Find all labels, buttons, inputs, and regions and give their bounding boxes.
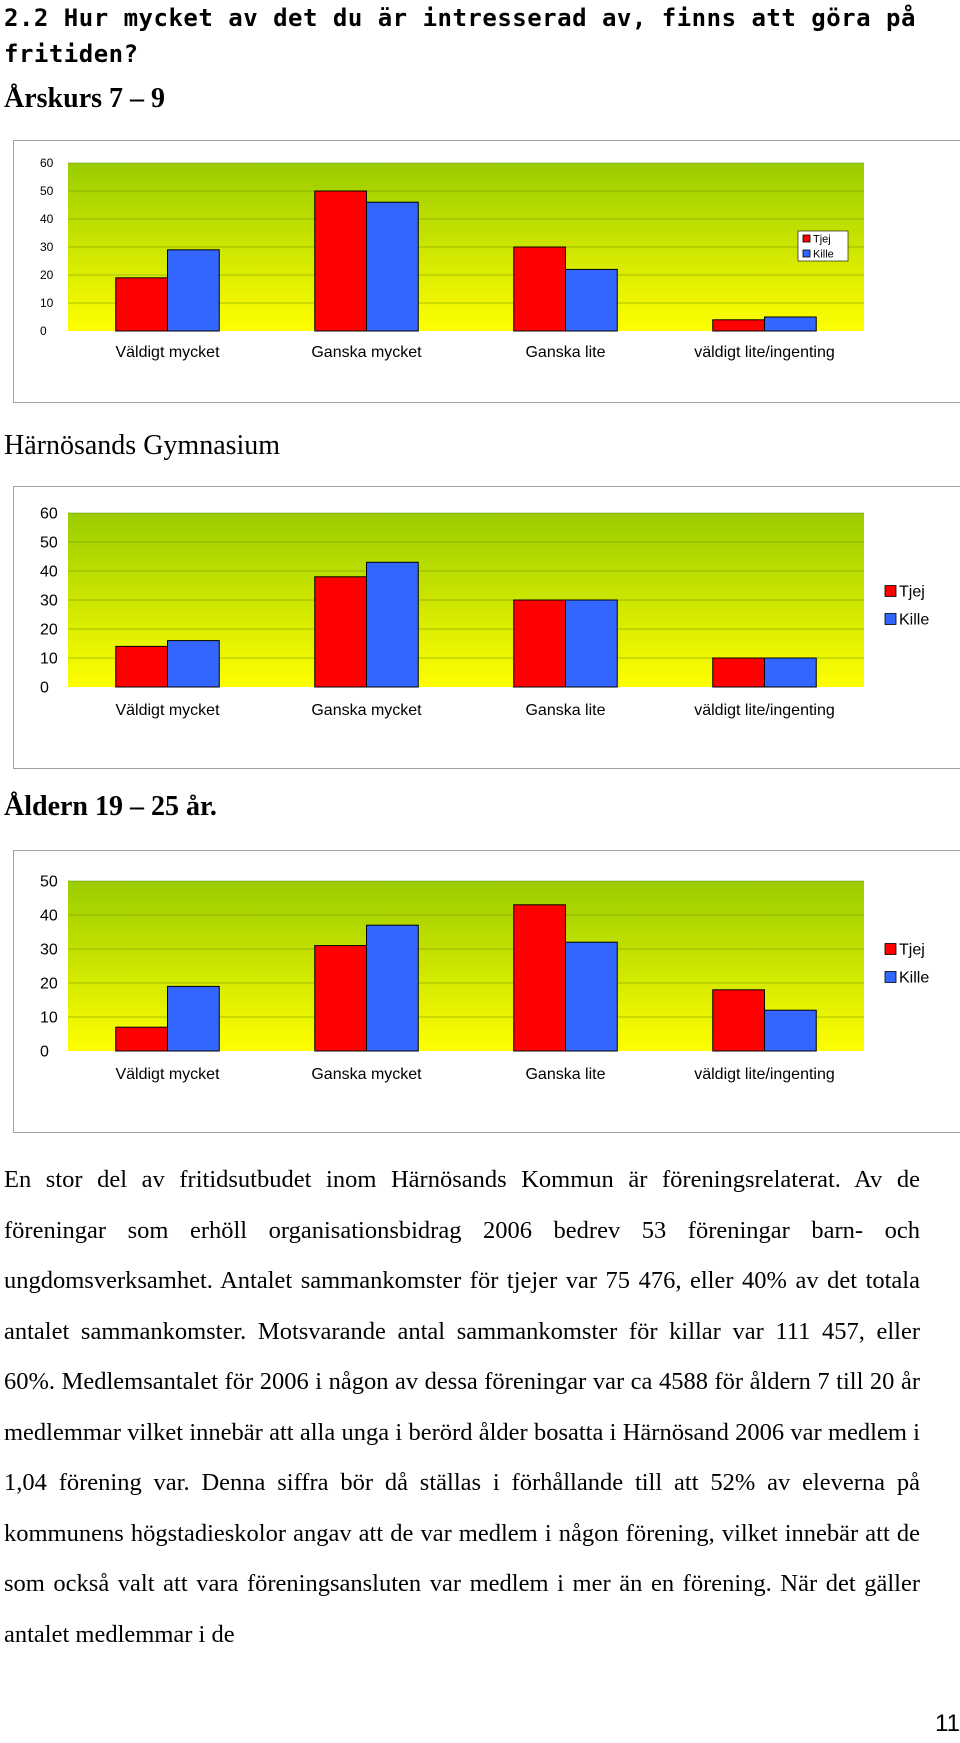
legend-label-kille: Kille xyxy=(899,969,930,987)
category-label: Ganska mycket xyxy=(311,1066,422,1083)
bar-tjej xyxy=(315,946,367,1051)
chart-alder-svg xyxy=(14,851,960,1132)
bar-tjej xyxy=(713,990,765,1051)
category-label: Ganska mycket xyxy=(311,344,422,361)
y-tick-label: 50 xyxy=(40,184,54,199)
bar-kille xyxy=(765,658,817,687)
y-tick-label: 50 xyxy=(40,534,58,552)
category-label: väldigt lite/ingenting xyxy=(694,702,835,719)
category-label: Ganska lite xyxy=(525,702,606,719)
chart-title-arskurs: Årskurs 7 – 9 xyxy=(4,83,166,114)
y-tick-label: 20 xyxy=(40,621,58,639)
bar-kille xyxy=(566,269,618,331)
y-tick-label: 10 xyxy=(40,296,54,311)
y-tick-label: 30 xyxy=(40,592,58,610)
bar-kille xyxy=(168,250,220,331)
bar-kille xyxy=(367,925,419,1051)
legend-swatch-tjej xyxy=(803,235,810,242)
category-label: Väldigt mycket xyxy=(115,344,220,361)
legend xyxy=(880,935,936,991)
category-label: väldigt lite/ingenting xyxy=(694,344,835,361)
legend-swatch-tjej xyxy=(885,944,896,955)
bar-kille xyxy=(566,600,618,687)
bar-tjej xyxy=(116,1027,168,1051)
chart-arskurs-svg xyxy=(14,141,960,402)
bar-tjej xyxy=(315,191,367,331)
legend-swatch-tjej xyxy=(885,586,896,597)
chart-title-gymnasium: Härnösands Gymnasium xyxy=(4,430,281,461)
bar-kille xyxy=(765,1010,817,1051)
y-tick-label: 10 xyxy=(40,650,58,668)
section-heading: 2.2 Hur mycket av det du är intresserad av, finns att göra på fritiden? xyxy=(4,4,916,68)
bar-kille xyxy=(765,317,817,331)
chart-arskurs xyxy=(13,140,960,403)
y-tick-label: 60 xyxy=(40,156,54,171)
y-tick-label: 20 xyxy=(40,975,58,993)
legend-label-tjej: Tjej xyxy=(899,583,925,601)
category-label: Väldigt mycket xyxy=(115,702,220,719)
category-label: Ganska lite xyxy=(525,344,606,361)
y-tick-label: 0 xyxy=(40,679,49,697)
bar-tjej xyxy=(116,646,168,687)
body-paragraph: En stor del av fritidsutbudet inom Härnösands Kommun är föreningsrelaterat. Av de föreningar som erhöll organisationsbidrag 2006 bedrev 53 föreningar barn- och ungdomsverksamhet. Antalet sammankomster för tjejer var 75 476, eller 40% av det totala antalet sammankomster. Motsvarande antal sammankomster för killar var 111 457, eller 60%. Medlemsantalet för 2006 i någon av dessa föreningar var ca 4588 för åldern 7 till 20 år medlemmar vilket innebär att alla unga i berörd ålder bosatta i Härnösand 2006 var medlem i 1,04 förening var. Denna siffra bör då ställas i förhållande till att 52% av eleverna på kommunens högstadieskolor angav att de var medlem i någon förening, vilket innebär att de som också valt att vara föreningsansluten var medlem i mer än en förening. När det gäller antalet medlemmar i de xyxy=(4,1166,920,1648)
page-number: 11 xyxy=(935,1710,960,1737)
chart-alder xyxy=(13,850,960,1133)
bar-kille xyxy=(367,202,419,331)
y-tick-label: 10 xyxy=(40,1009,58,1027)
legend-swatch-kille xyxy=(803,250,810,257)
bar-tjej xyxy=(116,278,168,331)
legend-label-kille: Kille xyxy=(813,248,834,261)
legend-label-tjej: Tjej xyxy=(813,233,831,246)
y-tick-label: 30 xyxy=(40,240,54,255)
y-tick-label: 0 xyxy=(40,324,47,339)
y-tick-label: 0 xyxy=(40,1043,49,1061)
y-tick-label: 40 xyxy=(40,907,58,925)
y-tick-label: 40 xyxy=(40,212,54,227)
bar-tjej xyxy=(514,247,566,331)
chart-gymnasium xyxy=(13,486,960,769)
category-label: Väldigt mycket xyxy=(115,1066,220,1083)
bar-tjej xyxy=(315,577,367,687)
bar-tjej xyxy=(713,658,765,687)
category-label: Ganska lite xyxy=(525,1066,606,1083)
bar-tjej xyxy=(514,600,566,687)
chart-title-alder: Åldern 19 – 25 år. xyxy=(4,791,217,822)
bar-kille xyxy=(367,562,419,687)
y-tick-label: 30 xyxy=(40,941,58,959)
legend xyxy=(798,231,848,261)
bar-tjej xyxy=(713,320,765,331)
y-tick-label: 40 xyxy=(40,563,58,581)
y-tick-label: 60 xyxy=(40,505,58,523)
bar-kille xyxy=(168,641,220,687)
y-tick-label: 20 xyxy=(40,268,54,283)
bar-kille xyxy=(168,986,220,1051)
legend-swatch-kille xyxy=(885,614,896,625)
y-tick-label: 50 xyxy=(40,873,58,891)
bar-tjej xyxy=(514,905,566,1051)
legend-label-kille: Kille xyxy=(899,611,930,629)
legend-label-tjej: Tjej xyxy=(899,941,925,959)
category-label: väldigt lite/ingenting xyxy=(694,1066,835,1083)
legend-swatch-kille xyxy=(885,972,896,983)
chart-gymnasium-svg xyxy=(14,487,960,768)
category-label: Ganska mycket xyxy=(311,702,422,719)
bar-kille xyxy=(566,942,618,1051)
legend xyxy=(880,577,936,633)
